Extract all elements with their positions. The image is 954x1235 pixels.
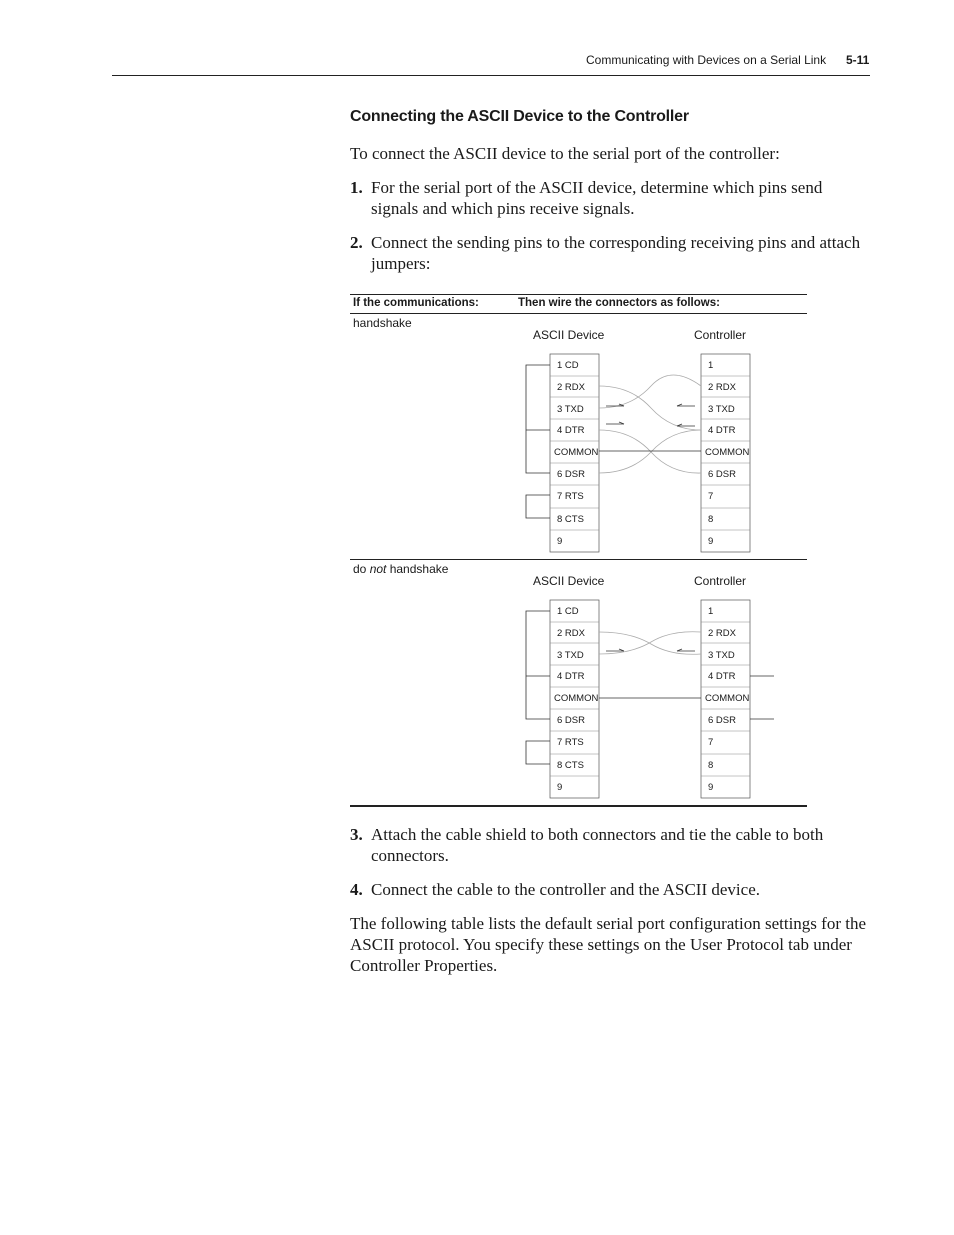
- step-text: Attach the cable shield to both connectors and tie the cable to both connectors.: [371, 825, 824, 865]
- controller-label: Controller: [694, 328, 747, 342]
- ascii-pin: 1 CD: [557, 360, 579, 371]
- ascii-pin: 8 CTS: [557, 514, 584, 525]
- ascii-pin: 1 CD: [557, 606, 579, 617]
- closing-paragraph: The following table lists the default serial port configuration settings for the ASCII protocol. You specify these settings on the User Protocol tab under Controller Properties.: [350, 914, 867, 975]
- controller-pin: COMMON: [705, 693, 750, 704]
- controller-pin: 8: [708, 514, 714, 525]
- step-number: 1.: [350, 178, 363, 197]
- ascii-pin: 3 TXD: [557, 404, 584, 415]
- ascii-pin: 8 CTS: [557, 760, 584, 771]
- header-rule: [112, 75, 870, 76]
- controller-pin: 9: [708, 536, 714, 547]
- step-2: [350, 232, 870, 274]
- ascii-pin: 7 RTS: [557, 737, 584, 748]
- controller-pin: 2 RDX: [708, 382, 736, 393]
- ascii-device-label: ASCII Device: [533, 328, 605, 342]
- section-heading: Connecting the ASCII Device to the Controller: [350, 108, 689, 125]
- controller-pin: 1: [708, 360, 714, 371]
- condition-emphasis: not: [369, 562, 387, 576]
- ascii-pin: 7 RTS: [557, 491, 584, 502]
- handshake-wiring-diagram: [500, 322, 800, 556]
- condition-suffix: handshake: [386, 562, 449, 576]
- condition-no-handshake: [353, 562, 448, 576]
- controller-pin: 1: [708, 606, 714, 617]
- txd-rdx-cross-wire: [599, 375, 701, 408]
- cd-dtr-dsr-jumper: [526, 365, 550, 473]
- rts-cts-jumper: [526, 495, 550, 518]
- controller-label: Controller: [694, 574, 747, 588]
- table-row-divider: [350, 559, 807, 560]
- controller-pin: 8: [708, 760, 714, 771]
- controller-pin: COMMON: [705, 447, 750, 458]
- controller-pin: 4 DTR: [708, 671, 736, 682]
- controller-pin: 4 DTR: [708, 425, 736, 436]
- ascii-pin: 9: [557, 782, 563, 793]
- table-header-condition: If the communications:: [353, 297, 479, 309]
- condition-handshake: handshake: [353, 316, 412, 330]
- controller-pin: 3 TXD: [708, 650, 735, 661]
- ascii-pin: 6 DSR: [557, 469, 585, 480]
- step-text: For the serial port of the ASCII device, determine which pins send signals and which pins receive signals.: [371, 178, 823, 218]
- table-header-rule: [350, 313, 807, 314]
- controller-pin: 7: [708, 737, 714, 748]
- controller-pin: 2 RDX: [708, 628, 736, 639]
- step-number: 2.: [350, 233, 363, 252]
- step-4: [350, 879, 870, 900]
- page-number: 5-11: [846, 53, 870, 67]
- table-top-rule: [350, 294, 807, 295]
- dtr-dsr-cross-wire: [599, 430, 701, 473]
- ascii-pin: 3 TXD: [557, 650, 584, 661]
- step-3: [350, 824, 870, 866]
- ascii-pin: 2 RDX: [557, 628, 585, 639]
- ascii-pin: 2 RDX: [557, 382, 585, 393]
- ascii-pin: 4 DTR: [557, 425, 585, 436]
- step-number: 3.: [350, 825, 363, 844]
- ascii-pin: COMMON: [554, 447, 599, 458]
- step-text: Connect the sending pins to the corresponding receiving pins and attach jumpers:: [371, 233, 861, 273]
- ascii-device-label: ASCII Device: [533, 574, 605, 588]
- no-handshake-wiring-diagram: [500, 568, 800, 802]
- rdx-txd-cross-wire: [599, 386, 701, 430]
- ascii-pin: 4 DTR: [557, 671, 585, 682]
- intro-paragraph: To connect the ASCII device to the serial port of the controller:: [350, 144, 780, 163]
- controller-pin: 9: [708, 782, 714, 793]
- table-header-wiring: Then wire the connectors as follows:: [518, 297, 720, 309]
- controller-pin: 3 TXD: [708, 404, 735, 415]
- controller-pin: 6 DSR: [708, 469, 736, 480]
- condition-prefix: do: [353, 562, 370, 576]
- running-header-title: Communicating with Devices on a Serial Link: [586, 53, 827, 67]
- step-1: [350, 177, 870, 219]
- rts-cts-jumper: [526, 741, 550, 764]
- table-bottom-rule: [350, 805, 807, 807]
- ascii-pin: COMMON: [554, 693, 599, 704]
- step-number: 4.: [350, 880, 363, 899]
- cd-dtr-dsr-jumper: [526, 611, 550, 719]
- ascii-pin: 6 DSR: [557, 715, 585, 726]
- step-text: Connect the cable to the controller and the ASCII device.: [371, 880, 760, 899]
- controller-pin: 7: [708, 491, 714, 502]
- ascii-pin: 9: [557, 536, 563, 547]
- controller-pin: 6 DSR: [708, 715, 736, 726]
